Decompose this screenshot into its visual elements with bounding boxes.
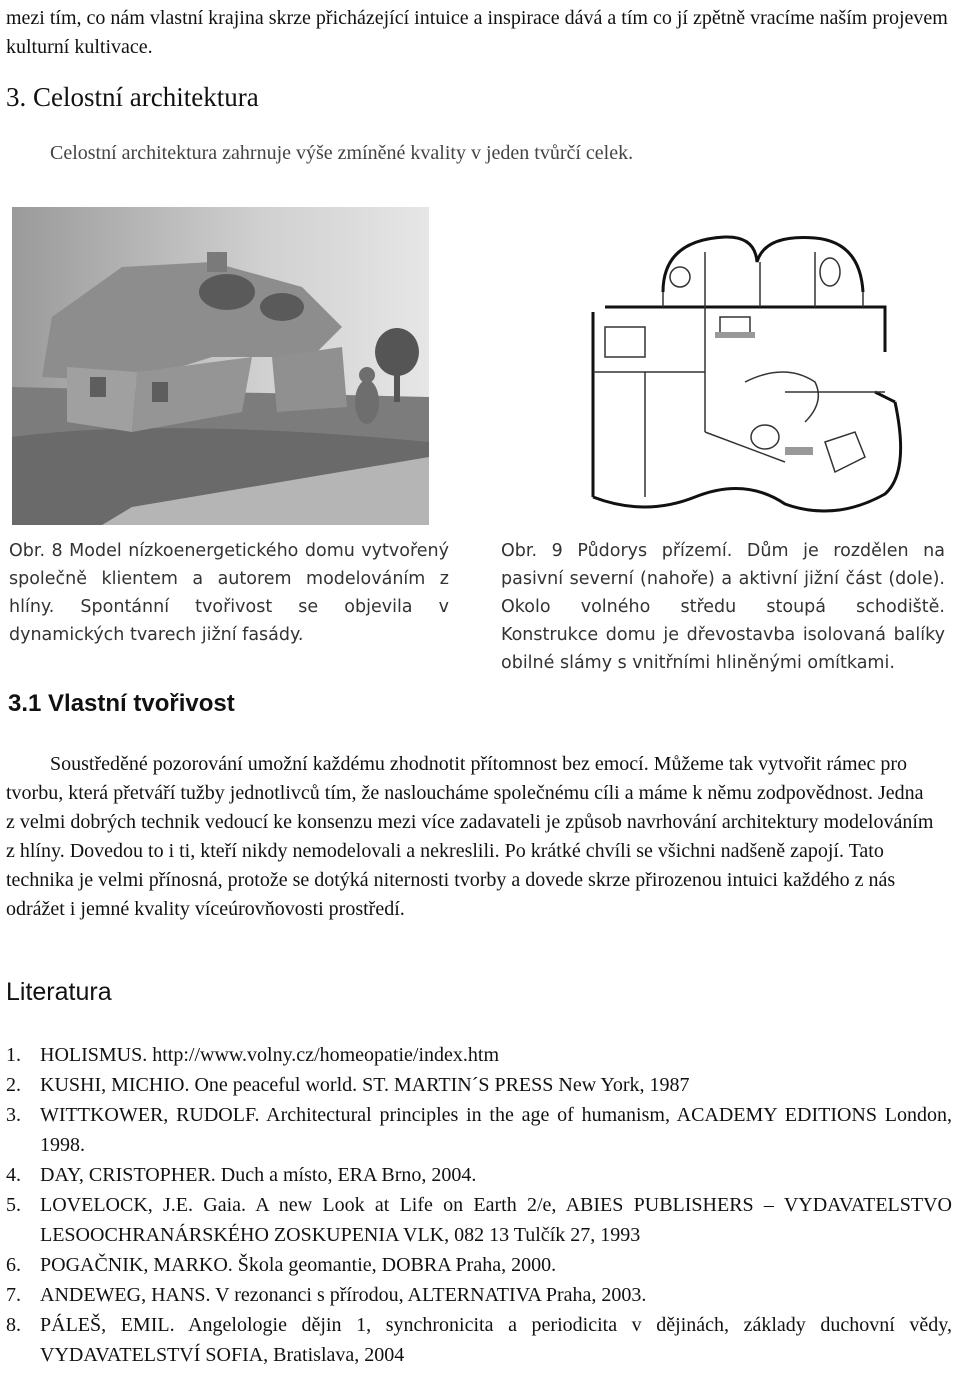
floor-plan-illustration	[585, 232, 913, 514]
intro-paragraph: mezi tím, co nám vlastní krajina skrze přicházející intuice a inspirace dává a tím co jí zpětně vracíme naším projevem kulturní kultivace.	[6, 7, 948, 58]
reference-text: ANDEWEG, HANS. V rezonanci s přírodou, ALTERNATIVA Praha, 2003.	[40, 1284, 647, 1306]
reference-item	[6, 1280, 952, 1310]
reference-text: LOVELOCK, J.E. Gaia. A new Look at Life on Earth 2/e, ABIES PUBLISHERS – VYDAVATELSTVO LESOOCHRANÁRSKÉHO ZOSKUPENIA VLK, 082 13 Tulčík 27, 1993	[40, 1194, 952, 1246]
reference-text: POGAČNIK, MARKO. Škola geomantie, DOBRA Praha, 2000.	[40, 1254, 557, 1276]
clay-model-illustration	[12, 207, 429, 525]
reference-item	[6, 1310, 952, 1370]
figure-8-caption: Obr. 8 Model nízkoenergetického domu vytvořený společně klientem a autorem modelováním z hlíny. Spontánní tvořivost se objevila v dynamických tvarech jižní fasády.	[9, 541, 449, 645]
reference-number: 2.	[6, 1074, 21, 1096]
reference-number: 4.	[6, 1164, 21, 1186]
reference-item	[6, 1190, 952, 1250]
reference-item	[6, 1070, 952, 1100]
section-3-1-body: Soustředěné pozorování umožní každému zhodnotit přítomnost bez emocí. Můžeme tak vytvořit rámec pro tvorbu, která přetváří tužby jednotlivců tím, že nasloucháme společnému cíli a máme k němu zodpovědnost. Jedna z velmi dobrých technik vedoucí ke konsenzu mezi více zadavateli je způsob navrhování architektury modelováním z hlíny. Dovedou to i ti, kteří nikdy nemodelovali a nekreslili. Po krátké chvíli se všichni nadšeně zapojí. Tato technika je velmi přínosná, protože se dotýká niternosti tvorby a dovede skrze přirozenou intuici každého z nás odrážet i jemné kvality víceúrovňovosti prostředí.	[6, 753, 934, 920]
reference-number: 6.	[6, 1254, 21, 1276]
section-3-lead: Celostní architektura zahrnuje výše zmíněné kvality v jeden tvůrčí celek.	[50, 142, 634, 164]
reference-text: DAY, CRISTOPHER. Duch a místo, ERA Brno, 2004.	[40, 1164, 477, 1186]
reference-text: KUSHI, MICHIO. One peaceful world. ST. MARTIN´S PRESS New York, 1987	[40, 1074, 690, 1096]
reference-list	[6, 1040, 952, 1370]
reference-text: PÁLEŠ, EMIL. Angelologie dějin 1, synchronicita a periodicita v dějinách, základy duchovní vědy, VYDAVATELSTVÍ SOFIA, Bratislava, 2004	[40, 1314, 952, 1366]
literatura-heading: Literatura	[6, 978, 112, 1006]
floor-plan-drawing	[585, 232, 913, 514]
section-3-heading: 3. Celostní architektura	[6, 82, 259, 112]
reference-number: 3.	[6, 1104, 21, 1126]
reference-number: 7.	[6, 1284, 21, 1306]
reference-text: HOLISMUS. http://www.volny.cz/homeopatie/index.htm	[40, 1044, 500, 1066]
reference-text: WITTKOWER, RUDOLF. Architectural principles in the age of humanism, ACADEMY EDITIONS London, 1998.	[40, 1104, 952, 1156]
reference-item	[6, 1040, 952, 1070]
reference-item	[6, 1250, 952, 1280]
section-3-1-heading: 3.1 Vlastní tvořivost	[8, 690, 235, 717]
clay-model-photo	[12, 207, 429, 525]
reference-number: 1.	[6, 1044, 21, 1066]
figure-9-caption: Obr. 9 Půdorys přízemí. Dům je rozdělen na pasivní severní (nahoře) a aktivní jižní část (dole). Okolo volného středu stoupá schodiště. Konstrukce domu je dřevostavba isolovaná balíky obilné slámy s vnitřními hliněnými omítkami.	[501, 541, 945, 673]
reference-item	[6, 1100, 952, 1160]
reference-item	[6, 1160, 952, 1190]
reference-number: 8.	[6, 1314, 21, 1336]
reference-number: 5.	[6, 1194, 21, 1216]
